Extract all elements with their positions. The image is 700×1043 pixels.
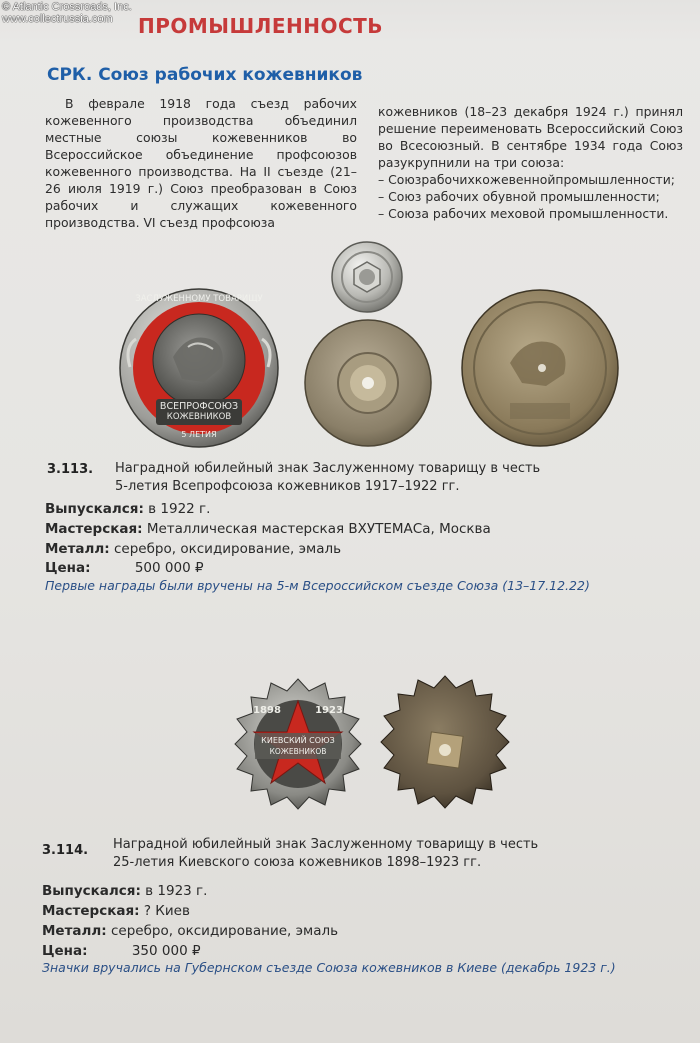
badge-113-description — [115, 460, 615, 496]
issued-label: Выпускался: — [42, 883, 141, 899]
section-title: ПРОМЫШЛЕННОСТЬ — [138, 14, 384, 38]
watermark-line1: © Atlantic Crossroads, Inc. — [2, 1, 132, 13]
badge-114-year-right: 1923 — [315, 705, 343, 716]
badge-113-metal — [45, 540, 341, 558]
badge-113-desc-line1: Наградной юбилейный знак Заслуженному товарищу в честь — [115, 461, 541, 476]
subtitle: СРК. Союз рабочих кожевников — [47, 65, 363, 85]
badge-113-back-image — [460, 288, 620, 448]
badge-114-price — [42, 942, 201, 960]
badge-114-desc-line1: Наградной юбилейный знак Заслуженному товарищу в честь — [113, 837, 539, 852]
list-item: – Союза рабочих меховой промышленности. — [378, 206, 669, 221]
badge-113-center-text1: ВСЕПРОФСОЮЗ — [159, 401, 239, 412]
badge-114-center-text1: КИЕВСКИЙ СОЮЗ — [261, 736, 335, 745]
badge-113-workshop — [45, 520, 491, 538]
price-value: 500 000 ₽ — [134, 560, 204, 576]
workshop-value: Металлическая мастерская ВХУТЕМАСа, Москва — [146, 521, 491, 537]
badge-113-ring-text: ЗАСЛУЖЕННОМУ ТОВАРИЩУ — [135, 294, 263, 304]
watermark — [2, 1, 132, 25]
issued-value: в 1922 г. — [148, 501, 211, 517]
price-value: 350 000 ₽ — [131, 943, 201, 959]
intro-column-2 — [378, 103, 683, 222]
metal-label: Металл: — [42, 923, 107, 939]
badge-114-year-left: 1898 — [253, 705, 281, 716]
metal-value: серебро, оксидирование, эмаль — [111, 923, 339, 939]
item-number-114: 3.114. — [42, 843, 89, 858]
badge-113-price — [45, 559, 204, 577]
badge-113-desc-line2: 5-летия Всепрофсоюза кожевников 1917–1922 гг. — [115, 479, 460, 494]
price-label: Цена: — [45, 560, 91, 576]
intro-column-1: В феврале 1918 года съезд рабочих кожевенного производства объединил местные союзы кожевенников во Всероссийское объединение профсоюзов кожевенного производства. На II съезде (21–26 июля 1919 г.) Союз преобразован в Союз рабочих и служащих кожевенного производства. VI съезд профсоюза — [45, 96, 357, 230]
item-number-113: 3.113. — [47, 462, 94, 477]
badge-114-description — [113, 836, 613, 872]
metal-label: Металл: — [45, 541, 110, 557]
badge-114-center-text2: КОЖЕВНИКОВ — [269, 747, 327, 756]
badge-113-front-image — [118, 287, 280, 449]
issued-label: Выпускался: — [45, 501, 144, 517]
badge-114-front-image — [231, 677, 365, 811]
washer-image — [303, 318, 433, 448]
metal-value: серебро, оксидирование, эмаль — [114, 541, 342, 557]
badge-114-desc-line2: 25-летия Киевского союза кожевников 1898–1923 гг. — [113, 855, 482, 870]
badge-113-center-text2: КОЖЕВНИКОВ — [166, 412, 232, 422]
screw-nut-image — [330, 240, 404, 314]
badge-114-issued — [42, 882, 207, 900]
badge-113-note: Первые награды были вручены на 5-м Всероссийском съезде Союза (13–17.12.22) — [45, 578, 590, 593]
workshop-value: ? Киев — [143, 903, 190, 919]
watermark-line2: www.collectrussia.com — [2, 13, 113, 25]
badge-114-metal — [42, 922, 338, 940]
workshop-label: Мастерская: — [42, 903, 140, 919]
price-label: Цена: — [42, 943, 88, 959]
intro-column-2-text: кожевников (18–23 декабря 1924 г.) принял решение переименовать Всероссийский Союз во Всесоюзный. В сентябре 1934 года Союз разукрупнили на три союза: — [378, 104, 683, 170]
badge-114-back-image — [377, 674, 513, 810]
badge-114-note: Значки вручались на Губернском съезде Союза кожевников в Киеве (декабрь 1923 г.) — [42, 960, 616, 975]
list-item: – Союзрабочихкожевеннойпромышленности; — [378, 172, 675, 187]
badge-114-workshop — [42, 902, 190, 920]
workshop-label: Мастерская: — [45, 521, 143, 537]
badge-113-center-text3: 5 ЛЕТИЯ — [181, 430, 217, 439]
list-item: – Союз рабочих обувной промышленности; — [378, 189, 660, 204]
badge-113-issued — [45, 500, 210, 518]
issued-value: в 1923 г. — [145, 883, 208, 899]
